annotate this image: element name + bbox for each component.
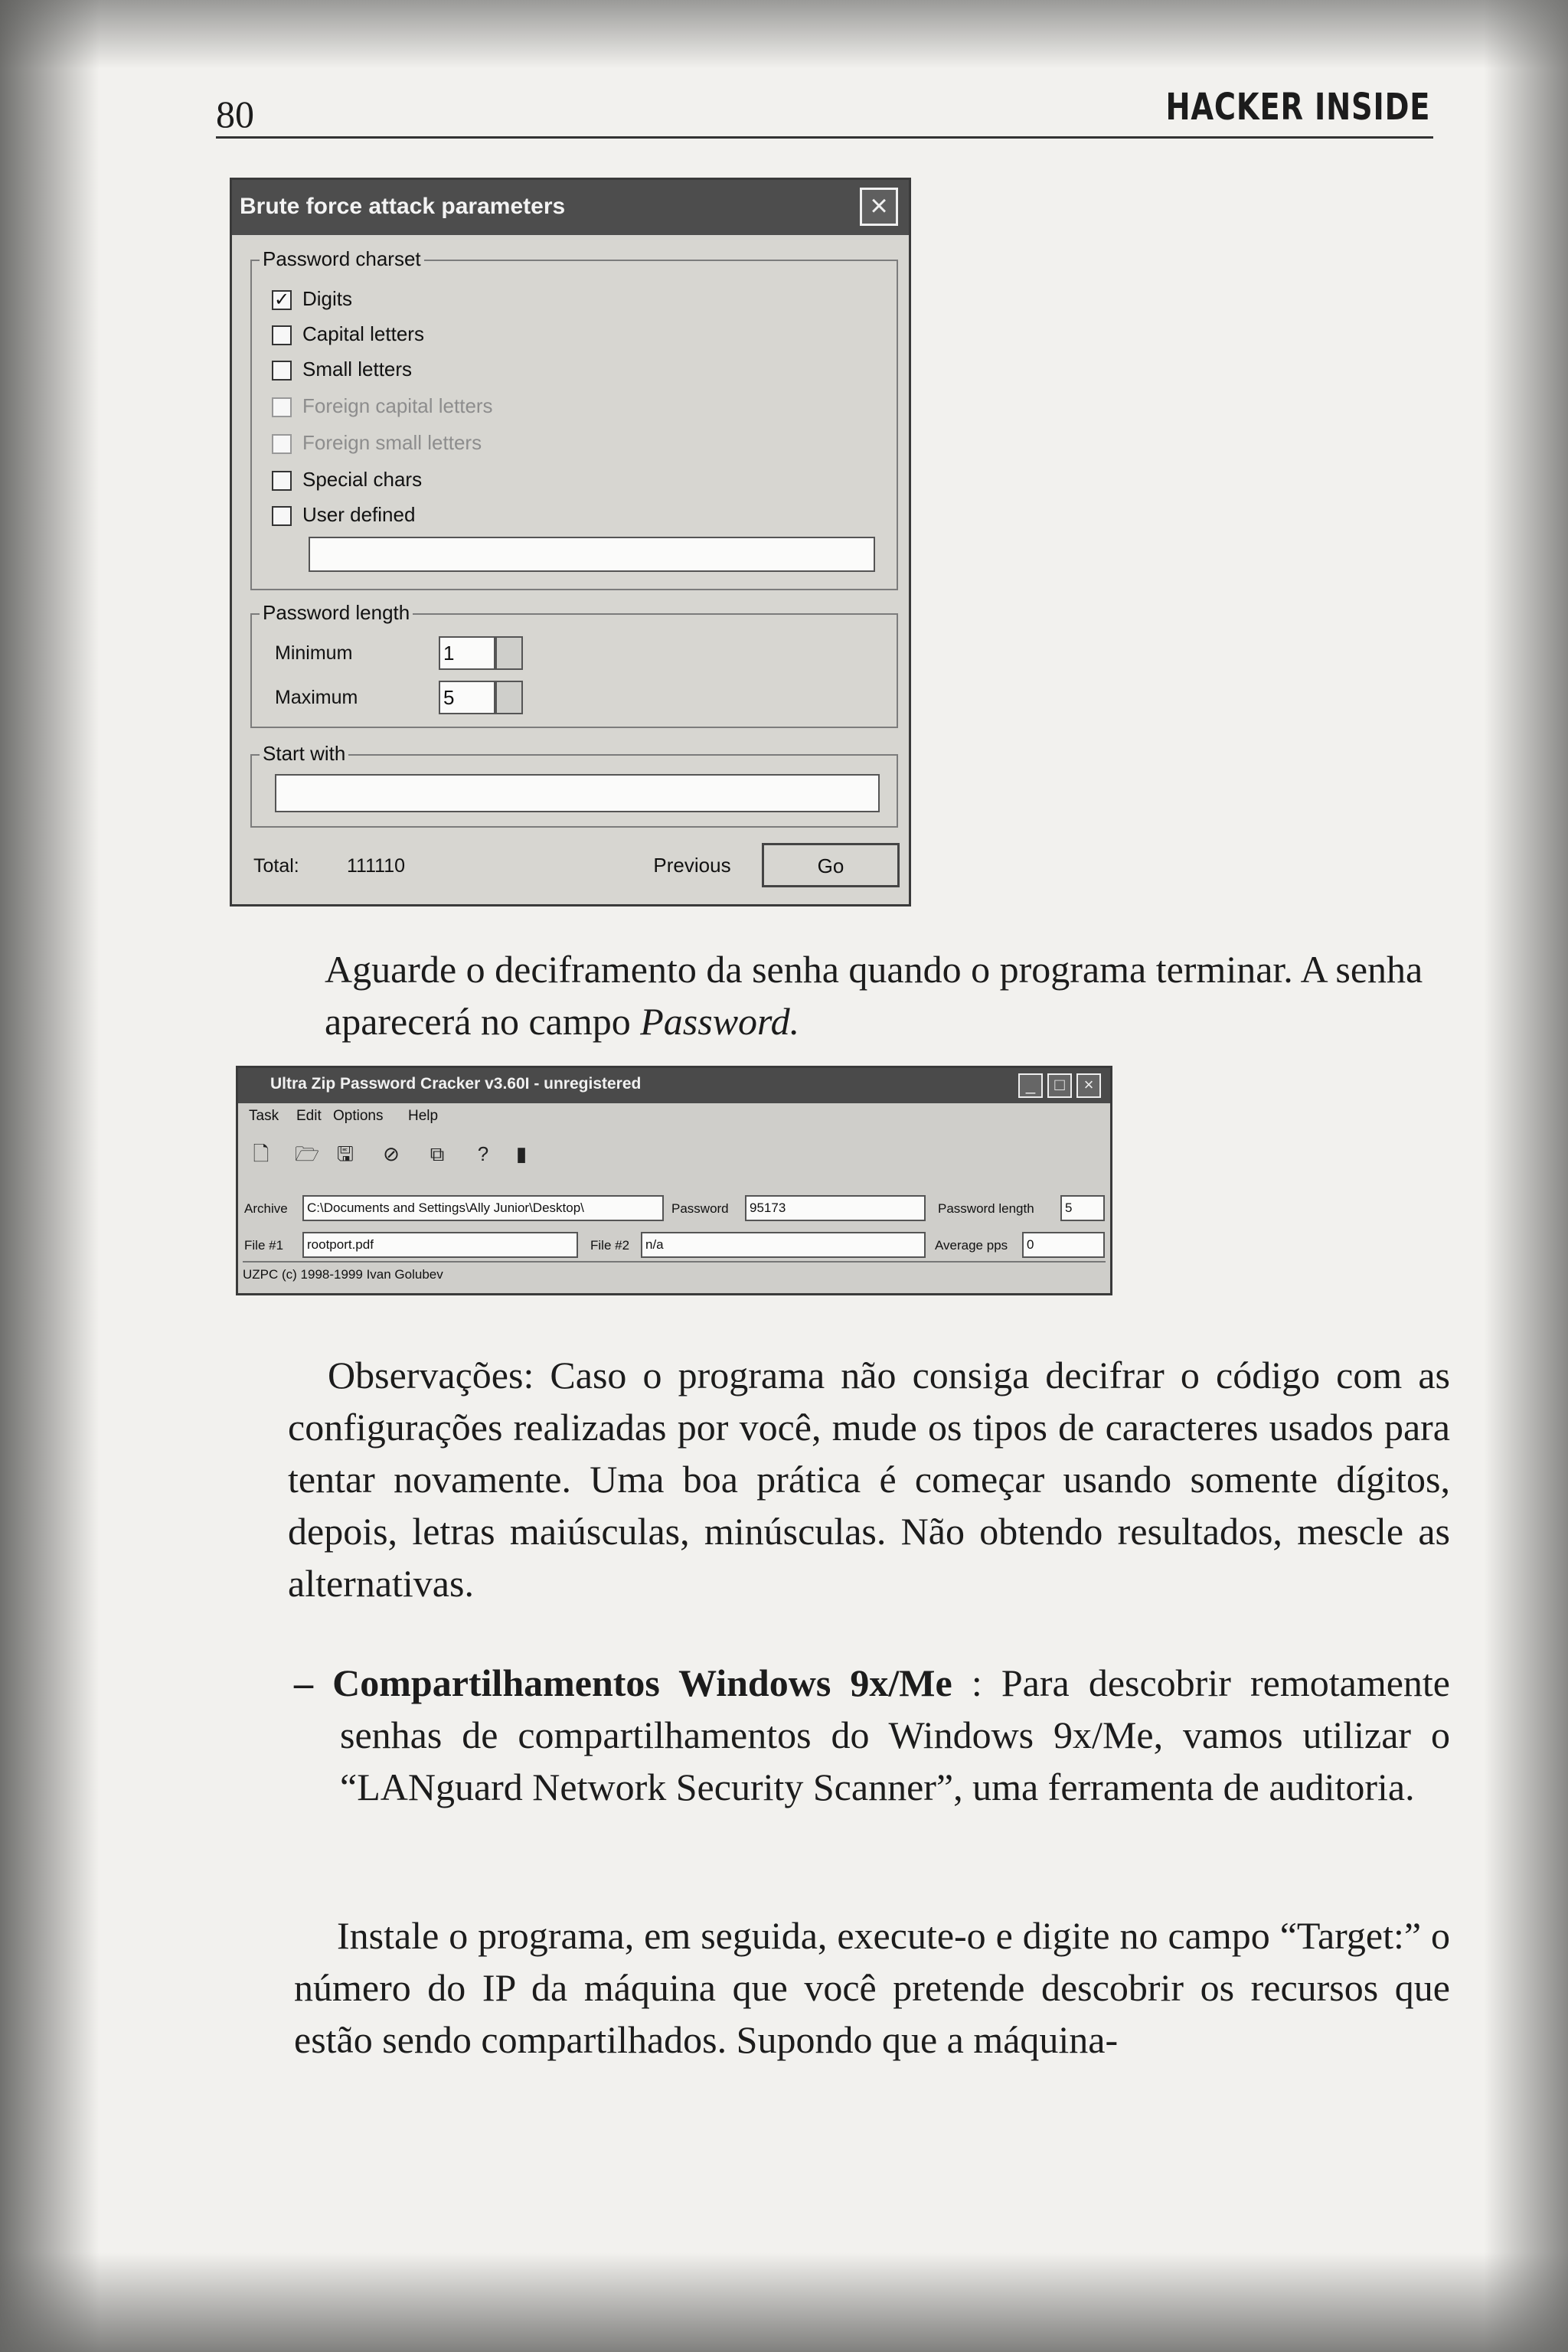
minimum-spinner[interactable] bbox=[495, 636, 523, 670]
dialog-title: Brute force attack parameters bbox=[240, 194, 566, 219]
menu-help[interactable]: Help bbox=[408, 1108, 439, 1124]
option-label: Digits bbox=[302, 287, 353, 310]
start-group-label: Start with bbox=[260, 742, 348, 766]
file1-label: File #1 bbox=[244, 1238, 284, 1253]
checkbox-icon bbox=[272, 434, 292, 454]
length-group-label: Password length bbox=[260, 601, 413, 625]
section-lead: – Compartilhamentos Windows 9x/Me bbox=[294, 1661, 952, 1704]
menu-options[interactable]: Options bbox=[333, 1108, 384, 1124]
minimize-icon[interactable]: _ bbox=[1018, 1073, 1043, 1098]
scan-shadow-top bbox=[0, 0, 1568, 69]
previous-button[interactable]: Previous bbox=[624, 843, 760, 887]
checkbox-icon[interactable] bbox=[272, 361, 292, 381]
minimum-input[interactable]: 1 bbox=[439, 636, 495, 670]
option-label: Foreign small letters bbox=[302, 431, 482, 454]
password-label: Password bbox=[671, 1201, 729, 1216]
file1-input[interactable]: rootport.pdf bbox=[302, 1232, 578, 1258]
maximum-input[interactable]: 5 bbox=[439, 681, 495, 714]
page-number: 80 bbox=[216, 93, 254, 136]
maximum-label: Maximum bbox=[275, 687, 358, 708]
charset-group-label: Password charset bbox=[260, 247, 424, 271]
scan-shadow-right bbox=[1484, 0, 1568, 2352]
total-value: 111110 bbox=[347, 855, 406, 877]
dialog-titlebar bbox=[232, 180, 909, 235]
option-capital-letters[interactable] bbox=[272, 321, 424, 347]
option-label: User defined bbox=[302, 503, 416, 526]
paragraph-wait-text: Aguarde o deciframento da senha quando o programa terminar. A senha aparecerá no campo bbox=[325, 948, 1423, 1043]
scan-shadow-bottom bbox=[0, 2252, 1568, 2352]
file2-label: File #2 bbox=[590, 1238, 630, 1253]
password-field-name: Password. bbox=[640, 1000, 800, 1043]
file2-input[interactable]: n/a bbox=[641, 1232, 926, 1258]
close-icon[interactable]: × bbox=[860, 188, 898, 226]
password-output: 95173 bbox=[745, 1195, 926, 1221]
exit-icon[interactable]: ▮ bbox=[515, 1142, 528, 1165]
scan-shadow-left bbox=[0, 0, 100, 2352]
maximize-icon[interactable]: □ bbox=[1047, 1073, 1072, 1098]
menu-edit[interactable]: Edit bbox=[296, 1108, 322, 1124]
archive-label: Archive bbox=[244, 1201, 288, 1216]
maximum-spinner[interactable] bbox=[495, 681, 523, 714]
checkbox-checked-icon[interactable]: ✓ bbox=[272, 290, 292, 310]
option-label: Capital letters bbox=[302, 322, 424, 345]
paragraph-observacoes: Observações: Caso o programa não consiga decifrar o código com as configurações realizadas por você, mude os tipos de caracteres usados para tentar novamente. Uma boa prática é começar usando somente dígitos, depois, letras maiúsculas, minúsculas. Não obtendo resultados, mescle as alternativas. bbox=[288, 1354, 1450, 1605]
new-file-icon[interactable]: 🗋 bbox=[253, 1142, 270, 1165]
paragraph-instale: Instale o programa, em seguida, execute-o e digite no campo “Target:” o número do IP da máquina que você pretende descobrir os recursos que estão sendo compartilhados. Supondo que a máquina- bbox=[294, 1914, 1450, 2061]
option-foreign-capital bbox=[272, 393, 493, 419]
open-folder-icon[interactable]: 🗁 bbox=[294, 1142, 320, 1165]
checkbox-icon[interactable] bbox=[272, 325, 292, 345]
start-with-input[interactable] bbox=[275, 774, 880, 812]
password-length-value: 5 bbox=[1060, 1195, 1105, 1221]
option-label: Foreign capital letters bbox=[302, 394, 493, 417]
length-group bbox=[250, 601, 898, 728]
checkbox-icon[interactable] bbox=[272, 471, 292, 491]
save-icon[interactable]: 🖫 bbox=[336, 1142, 354, 1165]
uzpc-window bbox=[236, 1066, 1112, 1295]
uzpc-title: Ultra Zip Password Cracker v3.60I - unregistered bbox=[270, 1075, 642, 1093]
uzpc-titlebar bbox=[238, 1068, 1110, 1103]
stop-icon[interactable]: ⊘ bbox=[383, 1142, 400, 1165]
paragraph-compartilhamentos bbox=[294, 1657, 1450, 1813]
running-head: HACKER INSIDE bbox=[1165, 86, 1430, 129]
option-digits[interactable] bbox=[272, 286, 352, 312]
option-foreign-small bbox=[272, 430, 482, 456]
option-label: Small letters bbox=[302, 358, 413, 381]
minimum-label: Minimum bbox=[275, 642, 353, 664]
brute-force-dialog bbox=[230, 178, 911, 906]
average-pps-value: 0 bbox=[1022, 1232, 1105, 1258]
archive-input[interactable]: C:\Documents and Settings\Ally Junior\Desktop\ bbox=[302, 1195, 664, 1221]
section-text: : Para descobrir remotamente senhas de compartilhamentos do Windows 9x/Me, vamos utilizar o “LANguard Network Security Scanner”, uma ferramenta de auditoria. bbox=[340, 1661, 1450, 1808]
paragraph-wait bbox=[325, 943, 1450, 1047]
user-defined-input[interactable] bbox=[309, 537, 875, 572]
help-icon[interactable]: ? bbox=[477, 1142, 489, 1165]
option-special-chars[interactable] bbox=[272, 466, 422, 492]
status-bar: UZPC (c) 1998-1999 Ivan Golubev bbox=[243, 1261, 1106, 1287]
menu-task[interactable]: Task bbox=[249, 1108, 279, 1124]
option-label: Special chars bbox=[302, 468, 423, 491]
option-small-letters[interactable] bbox=[272, 356, 412, 382]
go-button[interactable]: Go bbox=[762, 843, 900, 887]
checkbox-icon bbox=[272, 397, 292, 417]
close-icon[interactable]: × bbox=[1076, 1073, 1101, 1098]
average-pps-label: Average pps bbox=[935, 1238, 1008, 1253]
header-rule bbox=[216, 136, 1433, 139]
copy-icon[interactable]: ⧉ bbox=[430, 1142, 445, 1165]
total-label: Total: bbox=[253, 855, 299, 877]
checkbox-icon[interactable] bbox=[272, 506, 292, 526]
password-length-label: Password length bbox=[938, 1201, 1034, 1216]
option-user-defined[interactable] bbox=[272, 501, 415, 528]
